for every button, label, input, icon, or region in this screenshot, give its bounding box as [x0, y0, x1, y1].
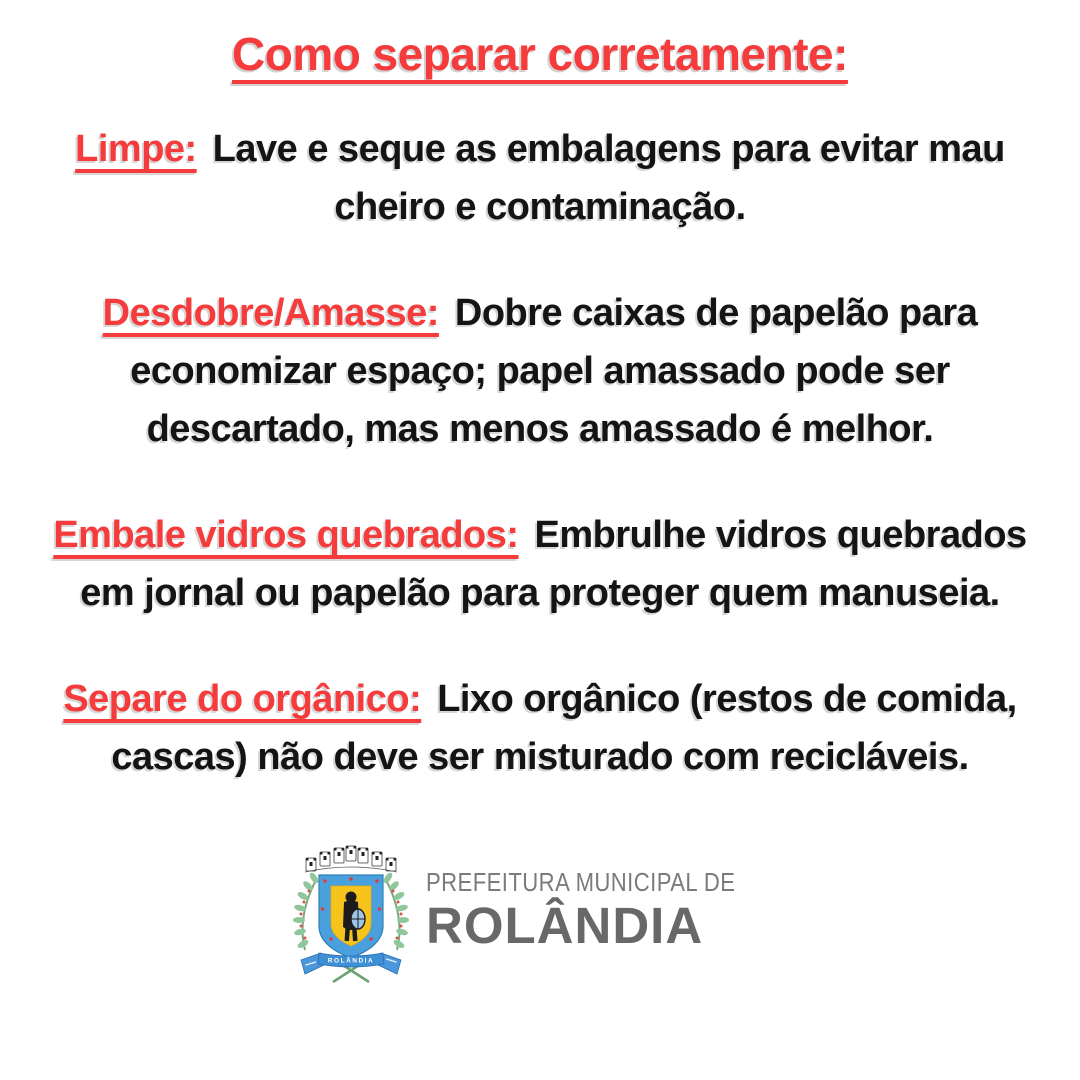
ribbon-text: ROLÂNDIA	[327, 957, 375, 965]
tip-desdobre	[25, 284, 1055, 458]
tip-embale	[25, 506, 1055, 622]
tip-embale-body: Embrulhe vidros quebrados em jornal ou papelão para proteger quem manuseia.	[80, 514, 1027, 614]
tip-embale-lead: Embale vidros quebrados:	[53, 514, 519, 556]
tip-desdobre-body: Dobre caixas de papelão para economizar espaço; papel amassado pode ser descartado, mas menos amassado é melhor.	[130, 292, 978, 450]
org-name-block	[426, 867, 790, 952]
mural-crown	[305, 846, 397, 872]
tip-separe-lead: Separe do orgânico:	[63, 678, 422, 720]
tip-limpe-lead: Limpe:	[75, 128, 197, 170]
shield	[319, 875, 383, 958]
page-title: Como separar corretamente:	[232, 28, 848, 80]
tip-separe	[25, 670, 1055, 786]
tip-limpe-body: Lave e seque as embalagens para evitar mau cheiro e contaminação.	[212, 128, 1005, 228]
org-name-line2: ROLÂNDIA	[426, 896, 704, 954]
org-name-line1: PREFEITURA MUNICIPAL DE	[426, 866, 736, 897]
tip-limpe	[25, 120, 1055, 236]
tip-separe-body: Lixo orgânico (restos de comida, cascas) não deve ser misturado com recicláveis.	[111, 678, 1017, 778]
tip-desdobre-lead: Desdobre/Amasse:	[102, 292, 439, 334]
rolandia-coat-of-arms-icon	[290, 834, 412, 984]
footer-logo	[0, 834, 1080, 984]
